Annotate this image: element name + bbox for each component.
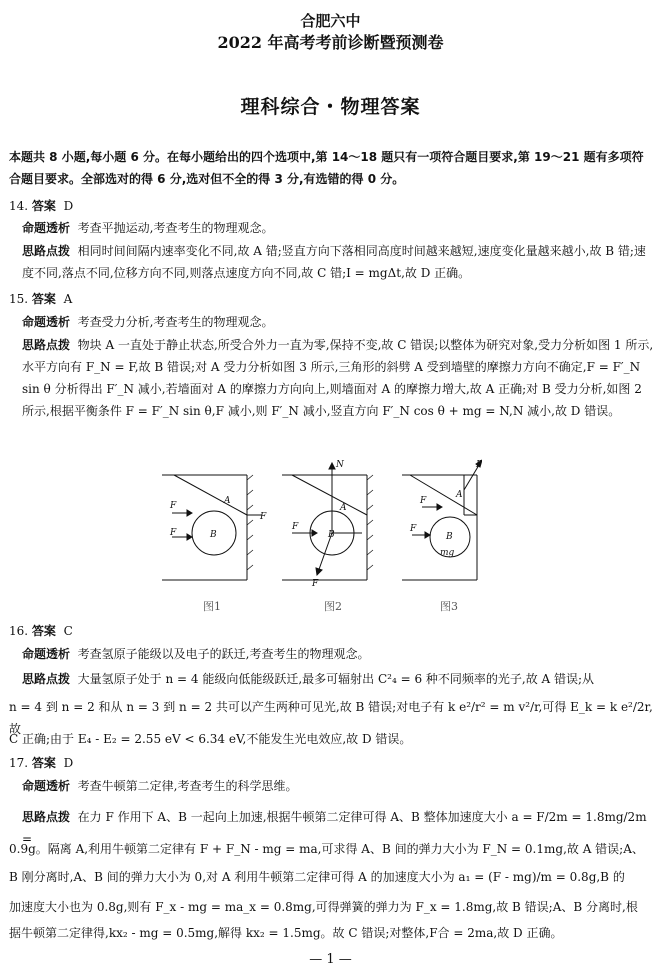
svg-text:F: F xyxy=(410,524,417,534)
q16-hint-label: 思路点拨 xyxy=(22,672,71,686)
force-diagrams xyxy=(152,455,482,615)
q17-hint-line-4: 加速度大小也为 0.8g,则有 F_x - mg = ma_x = 0.8mg,可得弹簧的弹力为 F_x = 1.8mg,故 B 错误;A、B 分离时,根 xyxy=(9,900,638,914)
q14-intent-label: 命题透析 xyxy=(22,221,71,235)
svg-text:F: F xyxy=(292,522,299,532)
svg-text:B: B xyxy=(210,530,217,540)
q17-answer-line xyxy=(9,752,654,774)
svg-text:F: F xyxy=(420,496,427,506)
svg-text:F: F xyxy=(170,528,177,538)
svg-text:F: F xyxy=(312,579,319,589)
q16-hint-line-1: 大量氢原子处于 n = 4 能级向低能级跃迁,最多可辐射出 C²₄ = 6 种不同频率的光子,故 A 错误;从 xyxy=(77,672,595,686)
q17-hint-line-2: 0.9g。隔离 A,利用牛顿第二定律有 F + F_N - mg = ma,可求得 A、B 间的弹力大小为 F_N = 0.1mg,故 A 错误;A、 xyxy=(9,842,644,856)
exam-title: 2022 年高考考前诊断暨预测卷 xyxy=(217,33,444,52)
q16-answer: C xyxy=(63,624,73,638)
q15-hint xyxy=(22,334,654,422)
q15-intent xyxy=(22,311,654,333)
q17-intent xyxy=(22,775,654,797)
q15-intent-text: 考查受力分析,考查考生的物理观念。 xyxy=(77,315,274,329)
q16-intent xyxy=(22,643,654,665)
svg-text:N: N xyxy=(336,460,344,470)
q17-hint-line-3: B 刚分离时,A、B 间的弹力大小为 0,对 A 利用牛顿第二定律可得 A 的加速度大小为 a₁ = (F - mg)/m = 0.8g,B 的 xyxy=(9,870,625,884)
svg-text:A: A xyxy=(456,490,463,500)
q14-hint-label: 思路点拨 xyxy=(22,244,71,258)
q16-hint xyxy=(22,668,654,690)
q14-answer-label: 答案 xyxy=(31,199,56,213)
q14-number: 14. xyxy=(9,199,29,213)
q16-answer-label: 答案 xyxy=(31,624,56,638)
q17-answer: D xyxy=(63,756,74,770)
q14-hint-text: 相同时间间隔内速率变化不同,故 A 错;竖直方向下落相同高度时间越来越短,速度变化量越来越小,故 B 错;速度不同,落点不同,位移方向不同,则落点速度方向不同,故 C 错;I = mgΔt,故 D 正确。 xyxy=(22,244,646,280)
svg-text:B: B xyxy=(328,530,335,540)
q16-answer-line xyxy=(9,620,654,642)
q16-hint-line-3: C 正确;由于 E₄ - E₂ = 2.55 eV < 6.34 eV,不能发生光电效应,故 D 错误。 xyxy=(9,732,412,746)
figure-2-caption: 图2 xyxy=(324,600,342,613)
svg-text:mg: mg xyxy=(440,548,455,558)
q16-intent-label: 命题透析 xyxy=(22,647,71,661)
q17-hint-line-5: 据牛顿第二定律得,kx₂ - mg = 0.5mg,解得 kx₂ = 1.5mg。故 C 错误;对整体,F合 = 2ma,故 D 正确。 xyxy=(9,926,563,940)
q17-intent-text: 考查牛顿第二定律,考查考生的科学思维。 xyxy=(77,779,298,793)
svg-text:B: B xyxy=(446,532,453,542)
subject-title: 理科综合・物理答案 xyxy=(240,96,421,118)
svg-text:A: A xyxy=(224,496,231,506)
q17-answer-label: 答案 xyxy=(31,756,56,770)
q15-intent-label: 命题透析 xyxy=(22,315,71,329)
q17-hint-label: 思路点拨 xyxy=(22,810,71,824)
q16-number: 16. xyxy=(9,624,29,638)
q14-answer: D xyxy=(63,199,74,213)
svg-text:F: F xyxy=(260,512,267,522)
svg-text:A: A xyxy=(340,503,347,513)
q15-hint-label: 思路点拨 xyxy=(22,338,71,352)
svg-text:F: F xyxy=(170,501,177,511)
school-name: 合肥六中 xyxy=(300,12,361,30)
svg-text:F: F xyxy=(476,460,482,470)
q17-hint-line-1: 在力 F 作用下 A、B 一起向上加速,根据牛顿第二定律可得 A、B 整体加速度大小 a = F/2m = 1.8mg/2m = xyxy=(22,810,647,846)
q15-hint-text: 物块 A 一直处于静止状态,所受合外力一直为零,保持不变,故 C 错误;以整体为研究对象,受力分析如图 1 所示,水平方向有 F_N = F,故 B 错误;对 A 受力分析如图 3 所示,三角形的斜劈 A 受到墙壁的摩擦力方向不确定,F = F′_N sin θ 分析得出 F′_N 减小,若墙面对 A 的摩擦力方向向上,则墙面对 A 的摩擦力增大,故 A 正确;对 B 受力分析,如图 2 所示,根据平衡条件 F = F′_N sin θ,F 减小,则 F′_N 减小,竖直方向 F′_N cos θ + mg = N,N 减小,故 D 错误。 xyxy=(22,338,654,418)
intro-paragraph: 本题共 8 小题,每小题 6 分。在每小题给出的四个选项中,第 14～18 题只有一项符合题目要求,第 19～21 题有多项符合题目要求。全部选对的得 6 分,选对但不全的得 3 分,有选错的得 0 分。 xyxy=(9,150,644,186)
q14-hint xyxy=(22,240,654,284)
q15-number: 15. xyxy=(9,292,29,306)
page-number: — 1 — xyxy=(309,952,352,967)
figure-3-caption: 图3 xyxy=(440,600,458,613)
q16-intent-text: 考查氢原子能级以及电子的跃迁,考查考生的物理观念。 xyxy=(77,647,370,661)
q15-answer: A xyxy=(63,292,73,306)
q15-answer-line xyxy=(9,288,654,310)
q14-intent-text: 考查平抛运动,考查考生的物理观念。 xyxy=(77,221,274,235)
q14-answer-line xyxy=(9,195,654,217)
q15-answer-label: 答案 xyxy=(31,292,56,306)
q16-hint-line-2: n = 4 到 n = 2 和从 n = 3 到 n = 2 共可以产生两种可见光,故 B 错误;对电子有 k e²/r² = m v²/r,可得 E_k = k e²/2r,故 xyxy=(9,700,653,736)
q17-number: 17. xyxy=(9,756,29,770)
q14-intent xyxy=(22,217,654,239)
q17-intent-label: 命题透析 xyxy=(22,779,71,793)
figure-1-caption: 图1 xyxy=(203,600,221,613)
